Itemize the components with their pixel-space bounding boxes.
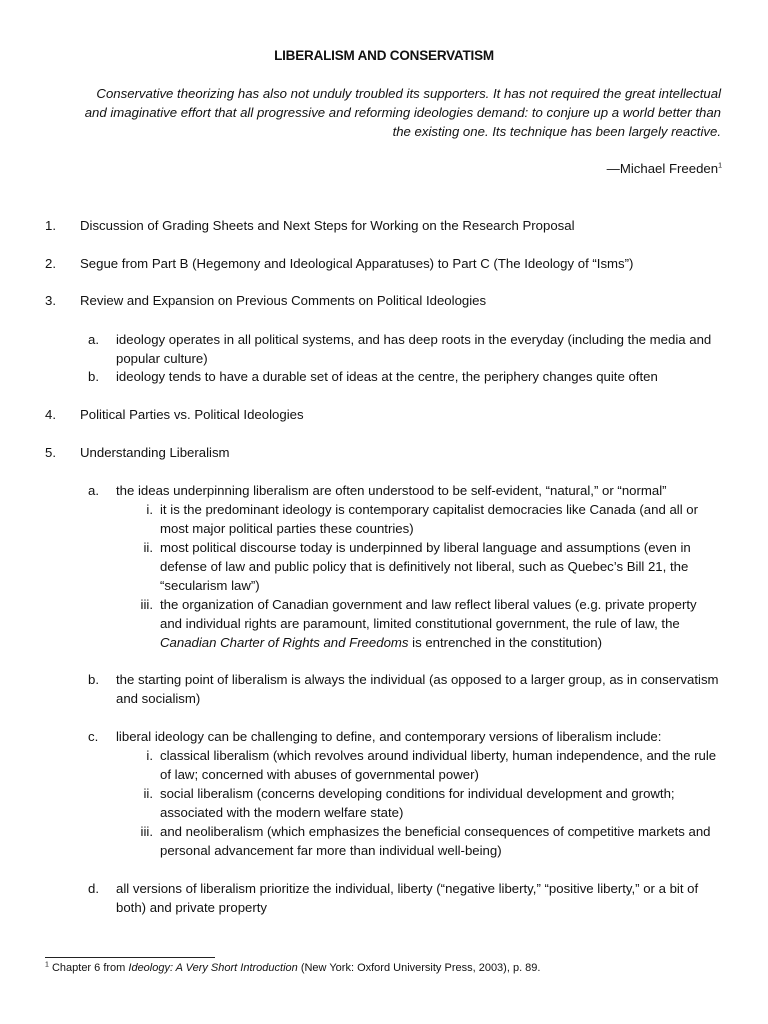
- sub-label: b.: [88, 672, 99, 687]
- list-text: Political Parties vs. Political Ideologies: [80, 407, 304, 422]
- footnote-text: Chapter 6 from: [48, 962, 129, 974]
- list-number: 2.: [45, 256, 56, 271]
- sub-text: the starting point of liberalism is always the individual (as opposed to a larger group, as in conservatism and socialism): [116, 672, 719, 706]
- charter-title: Canadian Charter of Rights and Freedoms: [160, 634, 409, 650]
- list-text: Discussion of Grading Sheets and Next Steps for Working on the Research Proposal: [80, 218, 575, 233]
- epigraph-quote: Conservative theorizing has also not unduly troubled its supporters. It has not required the great intellectual and imaginative effort that all progressive and reforming ideologies demand: to conjure up a world better than the existing one. Its technique has been largely reactive.: [84, 86, 721, 139]
- roman-text: social liberalism (concerns developing conditions for individual development and growth; associated with the modern welfare state): [160, 786, 675, 820]
- sub-label: a.: [88, 483, 99, 498]
- roman-text-part: is entrenched in the constitution): [408, 634, 603, 650]
- footnote: [45, 961, 540, 976]
- roman-text: most political discourse today is underpinned by liberal language and assumptions (even in defense of law and public policy that is definitively not liberal, such as Quebec’s Bill 21, the “secularism law”): [160, 540, 691, 593]
- list-number: 5.: [45, 445, 56, 460]
- roman-text: it is the predominant ideology is contemporary capitalist democracies like Canada (and all or most major political parties these countries): [160, 502, 699, 536]
- roman-label: ii.: [143, 786, 153, 801]
- sub-text: ideology operates in all political systems, and has deep roots in the everyday (including the media and popular culture): [116, 332, 712, 366]
- roman-text-part: the organization of Canadian government and law reflect liberal values (e.g. private property and individual rights are paramount, limited constitutional government, the rule of law, the: [160, 597, 697, 631]
- roman-text: classical liberalism (which revolves around individual liberty, human independence, and the rule of law; concerned with abuses of governmental power): [160, 748, 717, 782]
- sub-text: ideology tends to have a durable set of ideas at the centre, the periphery changes quite often: [116, 369, 658, 384]
- document-title: LIBERALISM AND CONSERVATISM: [274, 48, 494, 63]
- sub-label: d.: [88, 881, 99, 896]
- sub-text: liberal ideology can be challenging to define, and contemporary versions of liberalism include:: [116, 729, 662, 744]
- list-text: Understanding Liberalism: [80, 445, 230, 460]
- footnote-reference: 1: [718, 162, 722, 170]
- list-text: Review and Expansion on Previous Comments on Political Ideologies: [80, 293, 487, 308]
- footnote-text: (New York: Oxford University Press, 2003), p. 89.: [297, 962, 541, 974]
- attribution-name: —Michael Freeden: [606, 161, 719, 176]
- roman-label: ii.: [143, 540, 153, 555]
- list-number: 3.: [45, 293, 56, 308]
- footnote-book-title: Ideology: A Very Short Introduction: [128, 962, 298, 974]
- list-number: 4.: [45, 407, 56, 422]
- list-text: Segue from Part B (Hegemony and Ideological Apparatuses) to Part C (The Ideology of “Isms”): [80, 256, 634, 271]
- roman-label: iii.: [140, 597, 153, 612]
- roman-text: and neoliberalism (which emphasizes the beneficial consequences of competitive markets and personal advancement far more than individual well-being): [160, 824, 711, 858]
- roman-label: i.: [146, 748, 153, 763]
- footnote-mark: 1: [45, 961, 49, 969]
- sub-label: c.: [88, 729, 99, 744]
- sub-label: b.: [88, 369, 99, 384]
- roman-text: [160, 596, 722, 653]
- sub-text: all versions of liberalism prioritize the individual, liberty (“negative liberty,” “positive liberty,” or a bit of both) and private property: [116, 881, 699, 915]
- sub-text: the ideas underpinning liberalism are often understood to be self-evident, “natural,” or “normal”: [116, 483, 667, 498]
- sub-label: a.: [88, 332, 99, 347]
- epigraph-attribution: [607, 160, 722, 179]
- roman-label: i.: [146, 502, 153, 517]
- roman-label: iii.: [140, 824, 153, 839]
- footnote-separator: [45, 957, 215, 958]
- list-number: 1.: [45, 218, 56, 233]
